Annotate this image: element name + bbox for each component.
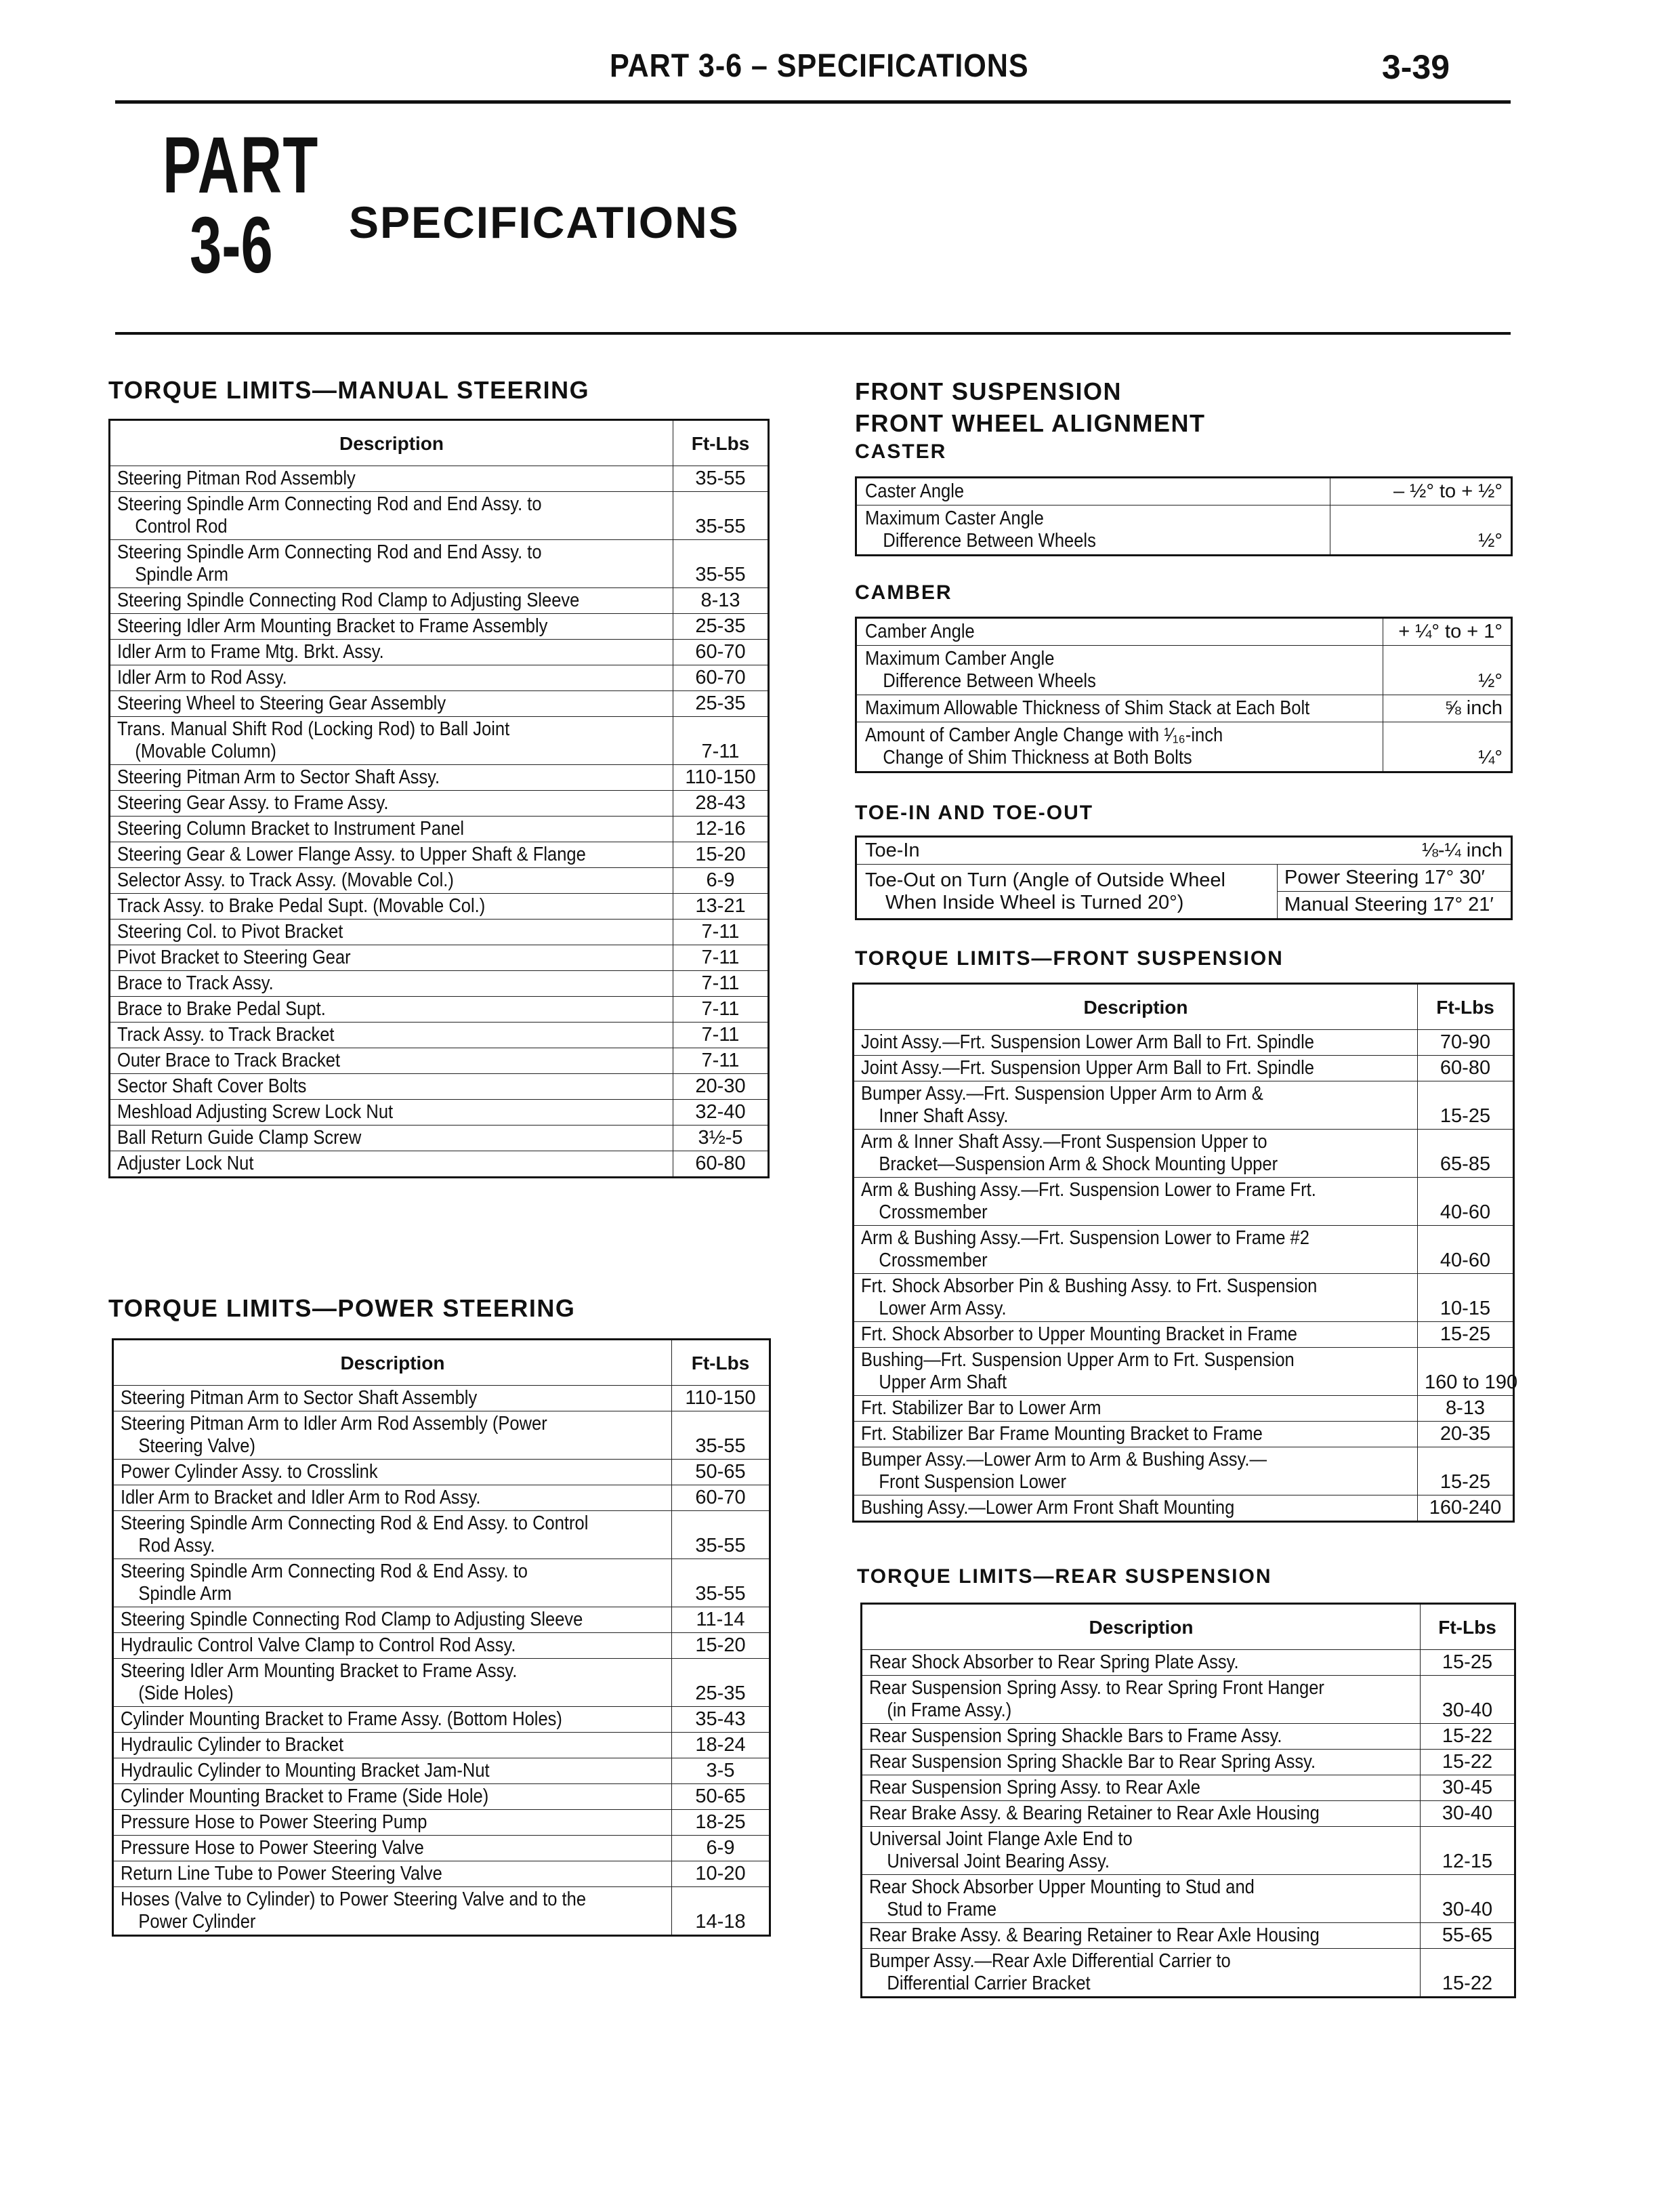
row-value: 7-11 — [673, 1048, 769, 1074]
table-row — [110, 588, 769, 614]
table-row — [110, 1151, 769, 1178]
row-value: 15-25 — [1421, 1650, 1515, 1676]
table-row — [854, 1348, 1514, 1396]
row-description: Steering Spindle Arm Connecting Rod and End Assy. to Control Rod — [110, 492, 673, 540]
row-value: 15-25 — [1418, 1447, 1514, 1495]
row-description: Joint Assy.—Frt. Suspension Upper Arm Ball to Frt. Spindle — [854, 1056, 1418, 1081]
row-description: Steering Spindle Connecting Rod Clamp to Adjusting Sleeve — [110, 588, 673, 614]
table-row — [862, 1827, 1515, 1875]
row-value: 30-45 — [1421, 1775, 1515, 1801]
front-suspension-torque-table — [852, 983, 1518, 1523]
row-value: 14-18 — [672, 1887, 770, 1936]
table-row — [110, 691, 769, 717]
table-row — [113, 1633, 770, 1659]
camber-table — [855, 617, 1513, 773]
row-description: Idler Arm to Rod Assy. — [110, 665, 673, 691]
col-ft-lbs: Ft-Lbs — [673, 420, 769, 466]
table-row — [113, 1607, 770, 1633]
row-description: Steering Idler Arm Mounting Bracket to Frame Assy. (Side Holes) — [113, 1659, 672, 1707]
header-rule — [115, 100, 1511, 104]
row-description: Hoses (Valve to Cylinder) to Power Steering Valve and to the Power Cylinder — [113, 1887, 672, 1936]
table-row — [862, 1650, 1515, 1676]
table-row — [862, 1676, 1515, 1724]
row-value: ¼° — [1383, 722, 1512, 772]
table-row — [862, 1775, 1515, 1801]
table-row — [113, 1511, 770, 1559]
manual-steering-title: TORQUE LIMITS—MANUAL STEERING — [108, 376, 590, 404]
table-row — [862, 1801, 1515, 1827]
table-row — [113, 1707, 770, 1733]
table-row — [110, 1126, 769, 1151]
table-row — [110, 665, 769, 691]
row-description: Steering Gear Assy. to Frame Assy. — [110, 791, 673, 817]
table-row — [854, 1422, 1514, 1447]
row-value: 10-15 — [1418, 1274, 1514, 1322]
row-value: 25-35 — [673, 691, 769, 717]
row-description: Steering Spindle Connecting Rod Clamp to Adjusting Sleeve — [113, 1607, 672, 1633]
row-value: 28-43 — [673, 791, 769, 817]
row-value: 15-20 — [673, 842, 769, 868]
row-description: Steering Gear & Lower Flange Assy. to Upper Shaft & Flange — [110, 842, 673, 868]
row-description: Idler Arm to Frame Mtg. Brkt. Assy. — [110, 640, 673, 665]
running-header — [115, 47, 1450, 102]
row-description: Selector Assy. to Track Assy. (Movable Col.) — [110, 868, 673, 894]
toe-out-values — [1278, 865, 1512, 920]
row-description: Adjuster Lock Nut — [110, 1151, 673, 1178]
caster-table — [855, 476, 1513, 556]
row-value: 18-24 — [672, 1733, 770, 1758]
running-title: PART 3-6 – SPECIFICATIONS — [610, 48, 1029, 84]
row-description: Sector Shaft Cover Bolts — [110, 1074, 673, 1100]
row-value: 12-16 — [673, 817, 769, 842]
row-value: 35-43 — [672, 1707, 770, 1733]
row-value: 35-55 — [672, 1511, 770, 1559]
row-description: Rear Shock Absorber to Rear Spring Plate Assy. — [862, 1650, 1421, 1676]
row-value: 32-40 — [673, 1100, 769, 1126]
row-value: 60-70 — [673, 665, 769, 691]
table-row — [113, 1758, 770, 1784]
caster-label: CASTER — [855, 440, 947, 463]
row-value: 50-65 — [672, 1460, 770, 1485]
table-row — [110, 817, 769, 842]
row-value: 15-22 — [1421, 1949, 1515, 1998]
table-row — [854, 1226, 1514, 1274]
table-row — [856, 505, 1512, 556]
row-description: Steering Spindle Arm Connecting Rod & End Assy. to Control Rod Assy. — [113, 1511, 672, 1559]
row-description: Rear Suspension Spring Assy. to Rear Spring Front Hanger (in Frame Assy.) — [862, 1676, 1421, 1724]
row-description: Steering Spindle Arm Connecting Rod & End Assy. to Spindle Arm — [113, 1559, 672, 1607]
table-row — [110, 717, 769, 765]
row-value: 11-14 — [672, 1607, 770, 1633]
table-row — [856, 865, 1512, 920]
camber-label: CAMBER — [855, 581, 952, 604]
row-description: Pivot Bracket to Steering Gear — [110, 945, 673, 971]
table-row — [862, 1750, 1515, 1775]
table-row — [854, 1495, 1514, 1522]
table-row — [110, 1074, 769, 1100]
row-value: 8-13 — [673, 588, 769, 614]
row-value: 18-25 — [672, 1810, 770, 1836]
table-row — [854, 1056, 1514, 1081]
table-row — [862, 1875, 1515, 1923]
table-row — [854, 1322, 1514, 1348]
col-ft-lbs: Ft-Lbs — [672, 1340, 770, 1386]
row-value: 160-240 — [1418, 1495, 1514, 1522]
row-value: 7-11 — [673, 997, 769, 1023]
row-value: + ¼° to + 1° — [1383, 618, 1512, 646]
power-steering-title: TORQUE LIMITS—POWER STEERING — [108, 1294, 576, 1322]
row-value: 6-9 — [673, 868, 769, 894]
row-description: Pressure Hose to Power Steering Valve — [113, 1836, 672, 1861]
col-ft-lbs: Ft-Lbs — [1418, 984, 1514, 1030]
table-row — [854, 1130, 1514, 1178]
row-value: 20-35 — [1418, 1422, 1514, 1447]
row-value: ⅝ inch — [1383, 695, 1512, 722]
table-row — [854, 1274, 1514, 1322]
row-description: Rear Brake Assy. & Bearing Retainer to Rear Axle Housing — [862, 1923, 1421, 1949]
toe-table — [855, 835, 1513, 920]
row-description: Cylinder Mounting Bracket to Frame Assy. (Bottom Holes) — [113, 1707, 672, 1733]
row-value: 35-55 — [673, 492, 769, 540]
row-description: Brace to Brake Pedal Supt. — [110, 997, 673, 1023]
table-row — [110, 971, 769, 997]
row-description: Arm & Bushing Assy.—Frt. Suspension Lower to Frame Frt. Crossmember — [854, 1178, 1418, 1226]
row-description: Outer Brace to Track Bracket — [110, 1048, 673, 1074]
row-description: Steering Pitman Arm to Sector Shaft Assy. — [110, 765, 673, 791]
row-description: Trans. Manual Shift Rod (Locking Rod) to Ball Joint (Movable Column) — [110, 717, 673, 765]
row-description: Meshload Adjusting Screw Lock Nut — [110, 1100, 673, 1126]
row-description: Cylinder Mounting Bracket to Frame (Side Hole) — [113, 1784, 672, 1810]
row-value: 15-22 — [1421, 1724, 1515, 1750]
col-description: Description — [854, 984, 1418, 1030]
row-value: 15-25 — [1418, 1081, 1514, 1130]
row-value: ½° — [1383, 646, 1512, 695]
row-description: Frt. Shock Absorber Pin & Bushing Assy. to Frt. Suspension Lower Arm Assy. — [854, 1274, 1418, 1322]
table-row — [110, 765, 769, 791]
row-description: Frt. Shock Absorber to Upper Mounting Bracket in Frame — [854, 1322, 1418, 1348]
row-value: 25-35 — [673, 614, 769, 640]
table-row — [110, 640, 769, 665]
front-torque-title: TORQUE LIMITS—FRONT SUSPENSION — [855, 947, 1284, 970]
row-value: 40-60 — [1418, 1178, 1514, 1226]
row-description: Bushing—Frt. Suspension Upper Arm to Frt. Suspension Upper Arm Shaft — [854, 1348, 1418, 1396]
row-value: 55-65 — [1421, 1923, 1515, 1949]
table-row — [862, 1724, 1515, 1750]
table-row — [110, 791, 769, 817]
row-description: Caster Angle — [856, 478, 1330, 505]
row-value: 40-60 — [1418, 1226, 1514, 1274]
row-description: Camber Angle — [856, 618, 1383, 646]
row-description: Steering Wheel to Steering Gear Assembly — [110, 691, 673, 717]
row-description: Maximum Camber Angle Difference Between Wheels — [856, 646, 1383, 695]
row-value: 3½-5 — [673, 1126, 769, 1151]
row-description: Rear Shock Absorber Upper Mounting to Stud and Stud to Frame — [862, 1875, 1421, 1923]
table-row — [854, 1081, 1514, 1130]
row-value: 60-80 — [673, 1151, 769, 1178]
row-description: Frt. Stabilizer Bar to Lower Arm — [854, 1396, 1418, 1422]
row-value: 35-55 — [672, 1559, 770, 1607]
row-description: Bumper Assy.—Lower Arm to Arm & Bushing Assy.— Front Suspension Lower — [854, 1447, 1418, 1495]
row-value: 3-5 — [672, 1758, 770, 1784]
row-value: 7-11 — [673, 971, 769, 997]
table-row — [113, 1784, 770, 1810]
rear-suspension-torque-table — [860, 1603, 1516, 1998]
table-row — [113, 1559, 770, 1607]
part-number: 3-6 — [190, 201, 273, 290]
table-row — [113, 1659, 770, 1707]
row-description: Steering Column Bracket to Instrument Panel — [110, 817, 673, 842]
row-description: Maximum Caster Angle Difference Between Wheels — [856, 505, 1330, 556]
table-row — [854, 1030, 1514, 1056]
row-description: Ball Return Guide Clamp Screw — [110, 1126, 673, 1151]
row-description: Hydraulic Cylinder to Mounting Bracket Jam-Nut — [113, 1758, 672, 1784]
table-row — [856, 618, 1512, 646]
row-description: Bumper Assy.—Rear Axle Differential Carrier to Differential Carrier Bracket — [862, 1949, 1421, 1998]
row-value: ½° — [1330, 505, 1512, 556]
row-value: 8-13 — [1418, 1396, 1514, 1422]
row-description: Steering Pitman Arm to Idler Arm Rod Assembly (Power Steering Valve) — [113, 1411, 672, 1460]
row-description: Maximum Allowable Thickness of Shim Stack at Each Bolt — [856, 695, 1383, 722]
row-description: Arm & Inner Shaft Assy.—Front Suspension Upper to Bracket—Suspension Arm & Shock Mounting Upper — [854, 1130, 1418, 1178]
col-description: Description — [113, 1340, 672, 1386]
table-row — [110, 920, 769, 945]
table-row — [110, 842, 769, 868]
row-value: 35-55 — [672, 1411, 770, 1460]
row-description: Track Assy. to Brake Pedal Supt. (Movable Col.) — [110, 894, 673, 920]
table-row — [113, 1411, 770, 1460]
row-description: Rear Brake Assy. & Bearing Retainer to Rear Axle Housing — [862, 1801, 1421, 1827]
table-row — [113, 1733, 770, 1758]
table-row — [854, 1178, 1514, 1226]
table-row — [862, 1923, 1515, 1949]
front-wheel-alignment-title: FRONT WHEEL ALIGNMENT — [855, 409, 1206, 437]
manual-steering-table — [108, 419, 770, 1178]
row-value: 6-9 — [672, 1836, 770, 1861]
table-row — [113, 1810, 770, 1836]
row-value: 13-21 — [673, 894, 769, 920]
table-row — [856, 695, 1512, 722]
table-row — [856, 722, 1512, 772]
table-row — [113, 1887, 770, 1936]
table-row — [110, 997, 769, 1023]
row-description: Hydraulic Control Valve Clamp to Control Rod Assy. — [113, 1633, 672, 1659]
row-description: Steering Pitman Rod Assembly — [110, 466, 673, 492]
page-title: SPECIFICATIONS — [349, 197, 740, 247]
table-row — [856, 837, 1512, 865]
table-row — [110, 466, 769, 492]
table-row — [110, 614, 769, 640]
row-description: Steering Idler Arm Mounting Bracket to Frame Assembly — [110, 614, 673, 640]
row-description: Track Assy. to Track Bracket — [110, 1023, 673, 1048]
row-value: 20-30 — [673, 1074, 769, 1100]
rear-torque-title: TORQUE LIMITS—REAR SUSPENSION — [857, 1565, 1272, 1588]
table-row — [110, 1023, 769, 1048]
row-description: Rear Suspension Spring Shackle Bar to Rear Spring Assy. — [862, 1750, 1421, 1775]
table-row — [854, 1447, 1514, 1495]
row-description: Frt. Stabilizer Bar Frame Mounting Bracket to Frame — [854, 1422, 1418, 1447]
row-description: Universal Joint Flange Axle End to Universal Joint Bearing Assy. — [862, 1827, 1421, 1875]
row-description: Pressure Hose to Power Steering Pump — [113, 1810, 672, 1836]
toe-label: TOE-IN AND TOE-OUT — [855, 802, 1094, 824]
toe-in-label: Toe-In — [856, 837, 1278, 865]
row-description: Amount of Camber Angle Change with ¹⁄₁₆-inch Change of Shim Thickness at Both Bolts — [856, 722, 1383, 772]
part-block — [163, 121, 339, 302]
row-description: Steering Spindle Arm Connecting Rod and End Assy. to Spindle Arm — [110, 540, 673, 588]
table-row — [110, 894, 769, 920]
toe-out-power-steering: Power Steering 17° 30′ — [1278, 865, 1511, 892]
row-value: 60-80 — [1418, 1056, 1514, 1081]
row-value: 30-40 — [1421, 1875, 1515, 1923]
row-description: Brace to Track Assy. — [110, 971, 673, 997]
toe-out-label: Toe-Out on Turn (Angle of Outside Wheel When Inside Wheel is Turned 20°) — [856, 865, 1278, 920]
page-number: 3-39 — [1381, 48, 1450, 86]
row-value: 15-20 — [672, 1633, 770, 1659]
table-row — [113, 1485, 770, 1511]
table-row — [113, 1386, 770, 1411]
row-description: Return Line Tube to Power Steering Valve — [113, 1861, 672, 1887]
row-description: Bushing Assy.—Lower Arm Front Shaft Mounting — [854, 1495, 1418, 1522]
row-value: 15-22 — [1421, 1750, 1515, 1775]
row-value: 7-11 — [673, 717, 769, 765]
row-value: 7-11 — [673, 945, 769, 971]
row-description: Rear Suspension Spring Shackle Bars to Frame Assy. — [862, 1724, 1421, 1750]
row-value: 110-150 — [672, 1386, 770, 1411]
table-row — [110, 1100, 769, 1126]
row-value: 7-11 — [673, 920, 769, 945]
row-value: 30-40 — [1421, 1676, 1515, 1724]
row-value: 12-15 — [1421, 1827, 1515, 1875]
row-value: 7-11 — [673, 1023, 769, 1048]
table-row — [856, 646, 1512, 695]
row-value: 30-40 — [1421, 1801, 1515, 1827]
row-value: 35-55 — [673, 540, 769, 588]
row-description: Steering Pitman Arm to Sector Shaft Assembly — [113, 1386, 672, 1411]
row-description: Bumper Assy.—Frt. Suspension Upper Arm to Arm & Inner Shaft Assy. — [854, 1081, 1418, 1130]
row-description: Rear Suspension Spring Assy. to Rear Axle — [862, 1775, 1421, 1801]
table-row — [862, 1949, 1515, 1998]
table-row — [113, 1460, 770, 1485]
title-rule — [115, 332, 1511, 335]
row-description: Arm & Bushing Assy.—Frt. Suspension Lower to Frame #2 Crossmember — [854, 1226, 1418, 1274]
row-description: Idler Arm to Bracket and Idler Arm to Rod Assy. — [113, 1485, 672, 1511]
front-suspension-title: FRONT SUSPENSION — [855, 377, 1122, 405]
row-value: 50-65 — [672, 1784, 770, 1810]
table-row — [110, 1048, 769, 1074]
row-value: 160 to 190 — [1418, 1348, 1514, 1396]
table-row — [110, 492, 769, 540]
row-description: Hydraulic Cylinder to Bracket — [113, 1733, 672, 1758]
row-description: Power Cylinder Assy. to Crosslink — [113, 1460, 672, 1485]
table-row — [856, 478, 1512, 505]
row-value: 60-70 — [672, 1485, 770, 1511]
col-ft-lbs: Ft-Lbs — [1421, 1604, 1515, 1650]
table-row — [113, 1836, 770, 1861]
row-value: 25-35 — [672, 1659, 770, 1707]
col-description: Description — [110, 420, 673, 466]
table-row — [110, 540, 769, 588]
toe-out-manual-steering: Manual Steering 17° 21′ — [1284, 894, 1494, 915]
toe-in-value: ⅛-¼ inch — [1278, 837, 1512, 865]
table-row — [854, 1396, 1514, 1422]
row-value: 35-55 — [673, 466, 769, 492]
table-row — [110, 868, 769, 894]
table-row — [113, 1861, 770, 1887]
row-value: 10-20 — [672, 1861, 770, 1887]
col-description: Description — [862, 1604, 1421, 1650]
part-label: PART — [163, 121, 319, 210]
table-row — [110, 945, 769, 971]
row-value: 70-90 — [1418, 1030, 1514, 1056]
row-value: 15-25 — [1418, 1322, 1514, 1348]
power-steering-table — [112, 1338, 771, 1937]
row-value: 65-85 — [1418, 1130, 1514, 1178]
row-value: – ½° to + ½° — [1330, 478, 1512, 505]
row-description: Joint Assy.—Frt. Suspension Lower Arm Ball to Frt. Spindle — [854, 1030, 1418, 1056]
row-value: 60-70 — [673, 640, 769, 665]
row-description: Steering Col. to Pivot Bracket — [110, 920, 673, 945]
row-value: 110-150 — [673, 765, 769, 791]
